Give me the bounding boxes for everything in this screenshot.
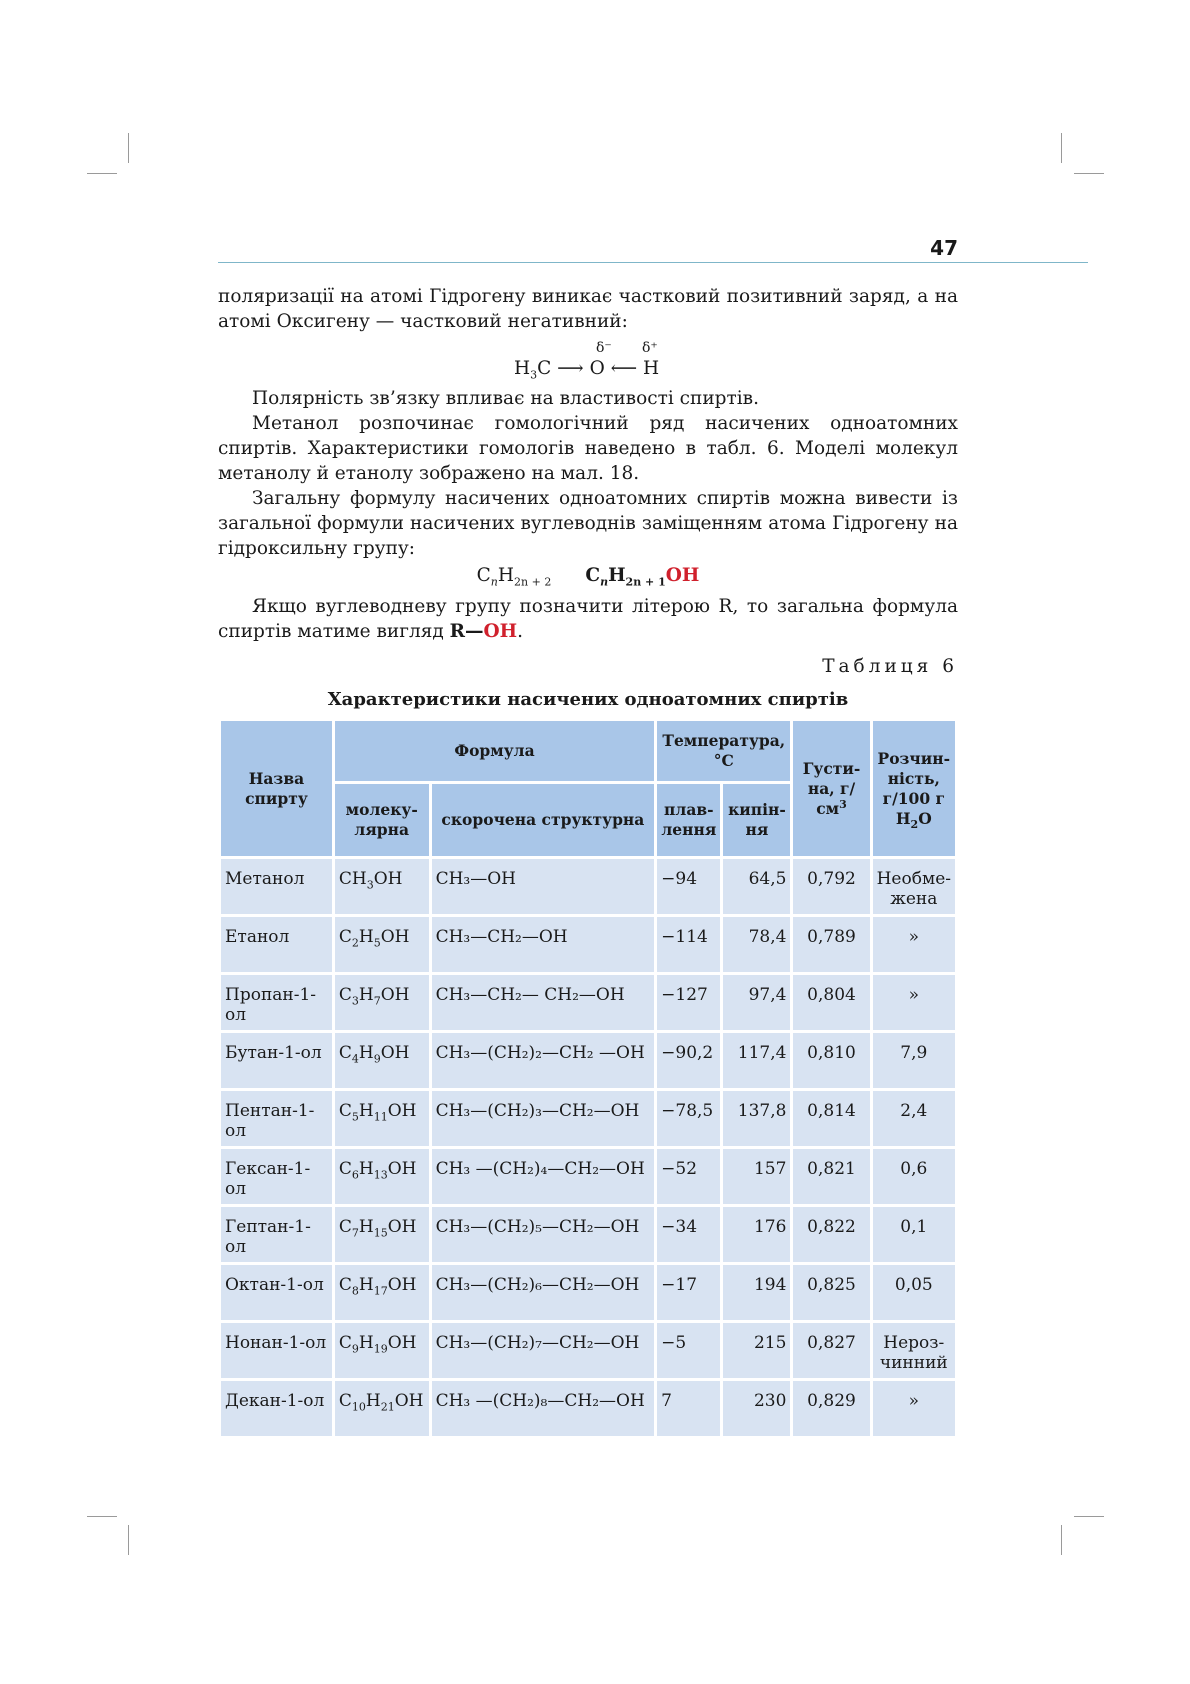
cell-melting: −34	[657, 1207, 720, 1262]
cell-melting: −94	[657, 859, 720, 914]
cell-structural: CH₃ —(CH₂)₈—CH₂—OH	[432, 1381, 655, 1436]
cell-boiling: 78,4	[723, 917, 790, 972]
cell-solubility: »	[873, 917, 955, 972]
cell-molecular: $C_5H_{11}OH$	[335, 1091, 429, 1146]
cell-boiling: 176	[723, 1207, 790, 1262]
paragraph: поляризації на атомі Гідрогену виникає частковий позитивний заряд, а на атомі Оксигену — частковий негативний:	[218, 286, 958, 332]
cell-density: 0,829	[793, 1381, 869, 1436]
cell-name: Гексан-1-ол	[221, 1149, 332, 1204]
cell-structural: CH₃—(CH₂)₇—CH₂—OH	[432, 1323, 655, 1378]
cell-solubility: 0,6	[873, 1149, 955, 1204]
cell-molecular: $C_7H_{15}OH$	[335, 1207, 429, 1262]
body-text	[218, 284, 958, 712]
cell-boiling: 157	[723, 1149, 790, 1204]
cell-structural: CH₃—CH₂— CH₂—OH	[432, 975, 655, 1030]
crop-mark	[1074, 173, 1104, 174]
crop-mark	[1061, 1525, 1062, 1555]
hydrocarbon-formula: $C_nH_{2n + 2}$	[476, 565, 552, 589]
cell-melting: −78,5	[657, 1091, 720, 1146]
cell-structural: CH₃—CH₂—OH	[432, 917, 655, 972]
header-formula: Формула	[335, 721, 654, 781]
cell-molecular: $C_6H_{13}OH$	[335, 1149, 429, 1204]
alcohol-formula: $C_nH_{2n + 1}$	[585, 565, 666, 589]
cell-solubility: Необме-жена	[873, 859, 955, 914]
paragraph: Якщо вуглеводневу групу позначити літерою R, то загальна формула спиртів матиме вигляд R—OH.	[218, 596, 958, 642]
cell-structural: CH₃—(CH₂)₅—CH₂—OH	[432, 1207, 655, 1262]
cell-molecular: $CH_3OH$	[335, 859, 429, 914]
cell-name: Нонан-1-ол	[221, 1323, 332, 1378]
table-row	[221, 1149, 955, 1204]
cell-name: Октан-1-ол	[221, 1265, 332, 1320]
cell-boiling: 215	[723, 1323, 790, 1378]
cell-boiling: 137,8	[723, 1091, 790, 1146]
delta-minus: δ⁻	[596, 340, 612, 356]
cell-boiling: 64,5	[723, 859, 790, 914]
cell-melting: −17	[657, 1265, 720, 1320]
crop-mark	[1074, 1516, 1104, 1517]
table-label: Таблиця 6	[822, 656, 958, 677]
crop-mark	[87, 173, 117, 174]
cell-name: Метанол	[221, 859, 332, 914]
cell-density: 0,825	[793, 1265, 869, 1320]
cell-boiling: 97,4	[723, 975, 790, 1030]
cell-name: Пентан-1-ол	[221, 1091, 332, 1146]
header-molecular: молеку-лярна	[335, 784, 429, 856]
cell-density: 0,814	[793, 1091, 869, 1146]
header-temperature: Температура, °С	[657, 721, 790, 781]
table-row	[221, 1033, 955, 1088]
cell-solubility: 7,9	[873, 1033, 955, 1088]
cell-molecular: $C_9H_{19}OH$	[335, 1323, 429, 1378]
cell-melting: −90,2	[657, 1033, 720, 1088]
cell-solubility: »	[873, 1381, 955, 1436]
cell-density: 0,821	[793, 1149, 869, 1204]
cell-melting: −127	[657, 975, 720, 1030]
header-structural: скорочена структурна	[432, 784, 655, 856]
cell-name: Бутан-1-ол	[221, 1033, 332, 1088]
cell-boiling: 194	[723, 1265, 790, 1320]
cell-structural: CH₃ —(CH₂)₄—CH₂—OH	[432, 1149, 655, 1204]
cell-solubility: 0,1	[873, 1207, 955, 1262]
polarity-equation	[218, 336, 958, 386]
general-formulas: $C_nH_{2n + 2}$ $C_nH_{2n + 1}OH$	[476, 565, 700, 589]
cell-solubility: »	[873, 975, 955, 1030]
cell-melting: −52	[657, 1149, 720, 1204]
cell-melting: −114	[657, 917, 720, 972]
cell-name: Гептан-1-ол	[221, 1207, 332, 1262]
cell-solubility: 2,4	[873, 1091, 955, 1146]
table-row	[221, 1207, 955, 1262]
paragraph: Полярність зв’язку впливає на властивості спиртів.	[252, 388, 759, 409]
cell-melting: −5	[657, 1323, 720, 1378]
paragraph: Загальну формулу насичених одноатомних спиртів можна вивести із загальної формули насичених вуглеводнів заміщенням атома Гідрогену на гідроксильну групу:	[218, 488, 958, 559]
cell-structural: CH₃—(CH₂)₂—CH₂ —OH	[432, 1033, 655, 1088]
equation-line: $H_3C$ ⟶ O ⟵ H	[514, 358, 660, 382]
cell-molecular: $C_8H_{17}OH$	[335, 1265, 429, 1320]
cell-density: 0,789	[793, 917, 869, 972]
cell-structural: CH₃—OH	[432, 859, 655, 914]
cell-density: 0,827	[793, 1323, 869, 1378]
table-row	[221, 975, 955, 1030]
cell-density: 0,810	[793, 1033, 869, 1088]
cell-melting: 7	[657, 1381, 720, 1436]
table-title: Характеристики насичених одноатомних спиртів	[327, 689, 849, 710]
paragraph: Метанол розпочинає гомологічний ряд насичених одноатомних спиртів. Характеристики гомологів наведено в табл. 6. Моделі молекул метанолу й етанолу зображено на мал. 18.	[218, 413, 958, 484]
header-rule	[218, 262, 1088, 263]
table-row	[221, 1381, 955, 1436]
cell-density: 0,804	[793, 975, 869, 1030]
page-number: 47	[930, 236, 958, 260]
crop-mark	[128, 1525, 129, 1555]
crop-mark	[128, 133, 129, 163]
header-boiling: кипін-ня	[723, 784, 790, 856]
table-row	[221, 1265, 955, 1320]
table-row	[221, 917, 955, 972]
table-row	[221, 1091, 955, 1146]
cell-name: Етанол	[221, 917, 332, 972]
cell-molecular: $C_2H_5OH$	[335, 917, 429, 972]
cell-name: Декан-1-ол	[221, 1381, 332, 1436]
cell-density: 0,822	[793, 1207, 869, 1262]
cell-density: 0,792	[793, 859, 869, 914]
delta-plus: δ⁺	[642, 340, 658, 356]
cell-boiling: 230	[723, 1381, 790, 1436]
header-solubility: Розчин-ність, г/100 г $H_2O$	[873, 721, 955, 856]
table-row	[221, 859, 955, 914]
crop-mark	[87, 1516, 117, 1517]
table-row	[221, 1323, 955, 1378]
cell-molecular: $C_3H_7OH$	[335, 975, 429, 1030]
crop-mark	[1061, 133, 1062, 163]
header-name: Назва спирту	[221, 721, 332, 856]
cell-solubility: 0,05	[873, 1265, 955, 1320]
cell-molecular: $C_4H_9OH$	[335, 1033, 429, 1088]
cell-molecular: $C_{10}H_{21}OH$	[335, 1381, 429, 1436]
header-density: Густи-на, $г/см^3$	[793, 721, 869, 856]
cell-structural: CH₃—(CH₂)₆—CH₂—OH	[432, 1265, 655, 1320]
cell-name: Пропан-1-ол	[221, 975, 332, 1030]
cell-structural: CH₃—(CH₂)₃—CH₂—OH	[432, 1091, 655, 1146]
header-melting: плав-лення	[657, 784, 720, 856]
cell-boiling: 117,4	[723, 1033, 790, 1088]
cell-solubility: Нероз-чинний	[873, 1323, 955, 1378]
alcohols-table	[218, 718, 958, 1439]
